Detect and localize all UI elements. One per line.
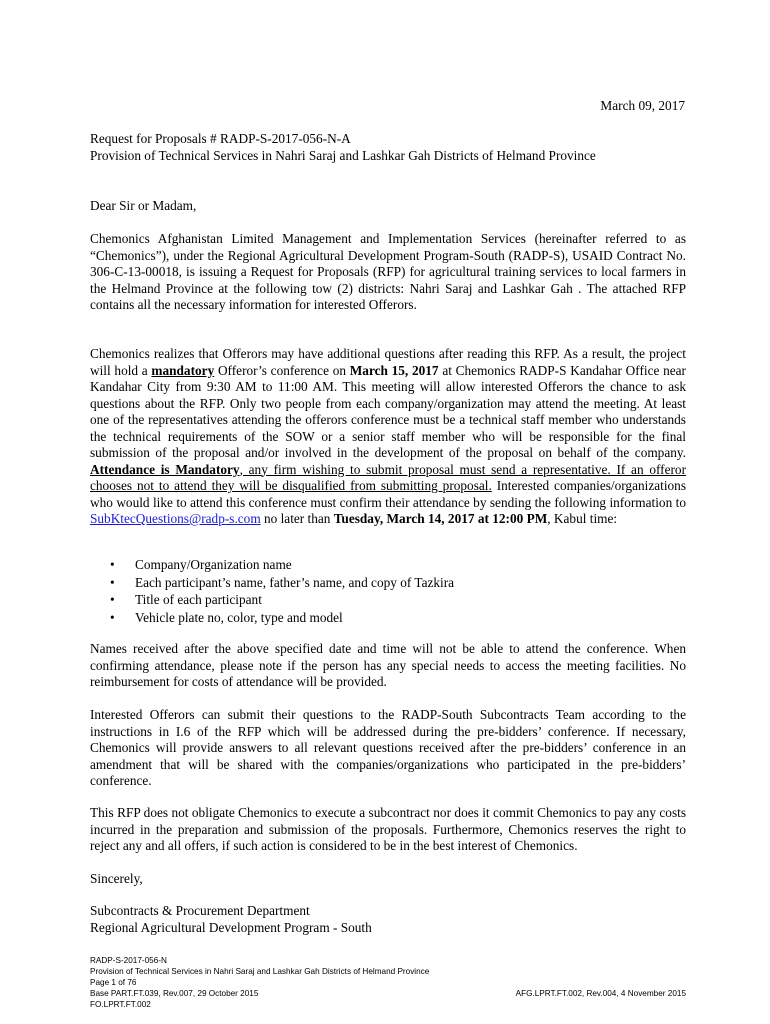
list-item-text: Title of each participant [135, 592, 262, 607]
text-run: Interested companies/organizations who would like to attend this conference must confirm their attendance by sending the following information to [90, 478, 686, 510]
paragraph-intro: Chemonics Afghanistan Limited Management and Implementation Services (hereinafter referred to as “Chemonics”), under the Regional Agricultural Development Program-South (RADP-S), USAID Contract No. 306-C-13-00018, is issuing a Request for Proposals (RFP) for agricultural training services to local farmers in the Helmand Province at the following tow (2) districts: Nahri Saraj and Lashkar Gah . The attached RFP contains all the necessary information for interested Offerors. [90, 231, 686, 312]
text-run: at Chemonics RADP-S Kandahar Office near Kandahar City from 9:30 AM to 11:00 AM. This meeting will allow interested Offerors the chance to ask questions about the RFP. Only two people from each company/organization may attend the meeting. At least one of the representatives attending the offerors conference must be a technical staff member who understands the technical requirements of the SOW or a senior staff member who will be responsible for the final submission of the proposal and/or involved in the development of the proposal on behalf of the company. [90, 362, 686, 460]
rfp-number: Request for Proposals # RADP-S-2017-056-N-A [90, 131, 351, 146]
list-item-text: Vehicle plate no, color, type and model [135, 609, 343, 625]
deadline: Tuesday, March 14, 2017 at 12:00 PM [333, 511, 548, 526]
footer-afg: AFG.LPRT.FT.002, Rev.004, 4 November 2015 [515, 989, 686, 998]
signature-department: Subcontracts & Procurement Department [90, 903, 310, 918]
closing: Sincerely, [90, 871, 143, 886]
bullet-icon: • [110, 574, 115, 590]
footer-page: Page 1 of 76 [90, 978, 137, 987]
list-item-text: Company/Organization name [135, 557, 292, 572]
footer-title: Provision of Technical Services in Nahri Saraj and Lashkar Gah Districts of Helmand Province [90, 967, 430, 976]
bullet-icon: • [110, 592, 115, 607]
salutation: Dear Sir or Madam, [90, 198, 197, 213]
list-item [90, 592, 686, 610]
requirements-list [90, 557, 686, 627]
paragraph-obligation: This RFP does not obligate Chemonics to execute a subcontract nor does it commit Chemonics to pay any costs incurred in the preparation and submission of the proposals. Furthermore, Chemonics reserves the right to reject any and all offers, if such action is considered to be in the best interest of Chemonics. [90, 805, 686, 853]
attendance-mandatory: Attendance is Mandatory [90, 461, 240, 477]
text-run: , Kabul time: [547, 511, 618, 526]
text-run: no later than [260, 511, 334, 526]
paragraph-late-names: Names received after the above specified date and time will not be able to attend the conference. When confirming attendance, please note if the person has any special needs to access the meeting facilities. No reimbursement for costs of attendance will be provided. [90, 641, 686, 689]
mandatory-emphasis: mandatory [151, 362, 215, 378]
footer-ref: RADP-S-2017-056-N [90, 956, 167, 965]
letter-header [90, 131, 686, 164]
contact-email-link[interactable]: SubKtecQuestions@radp-s.com [90, 511, 261, 526]
conference-date: March 15, 2017 [349, 362, 439, 378]
signature-block [90, 903, 686, 936]
paragraph-questions: Interested Offerors can submit their questions to the RADP-South Subcontracts Team according to the instructions in I.6 of the RFP which will be addressed during the pre-bidders’ conference. If necessary, Chemonics will provide answers to all relevant questions received after the pre-bidders’ conference in an amendment that will be shared with the companies/organizations who participated in the pre-bidders’ conference. [90, 707, 686, 788]
rfp-subject: Provision of Technical Services in Nahri Saraj and Lashkar Gah Districts of Helmand Province [90, 147, 596, 163]
list-item [90, 610, 686, 628]
footer-base: Base PART.FT.039, Rev.007, 29 October 2015 [90, 989, 259, 998]
disqualification-warning: , any firm wishing to submit proposal must send a representative. If an offeror chooses not to attend they will be disqualified from submitting proposal. [90, 461, 687, 493]
bullet-icon: • [110, 609, 115, 625]
list-item-text: Each participant’s name, father’s name, and copy of Tazkira [135, 574, 455, 590]
paragraph-conference [90, 346, 686, 528]
page-footer [90, 955, 686, 1010]
letter-date: March 09, 2017 [600, 98, 685, 113]
signature-program: Regional Agricultural Development Program - South [90, 919, 372, 935]
list-item [90, 557, 686, 575]
text-run: Chemonics realizes that Offerors may have additional questions after reading this RFP. As a result, the project will hold a [90, 346, 686, 378]
list-item [90, 575, 686, 593]
text-run: Offeror’s conference on [214, 362, 350, 378]
footer-form: FO.LPRT.FT.002 [90, 1000, 151, 1009]
bullet-icon: • [110, 557, 115, 572]
